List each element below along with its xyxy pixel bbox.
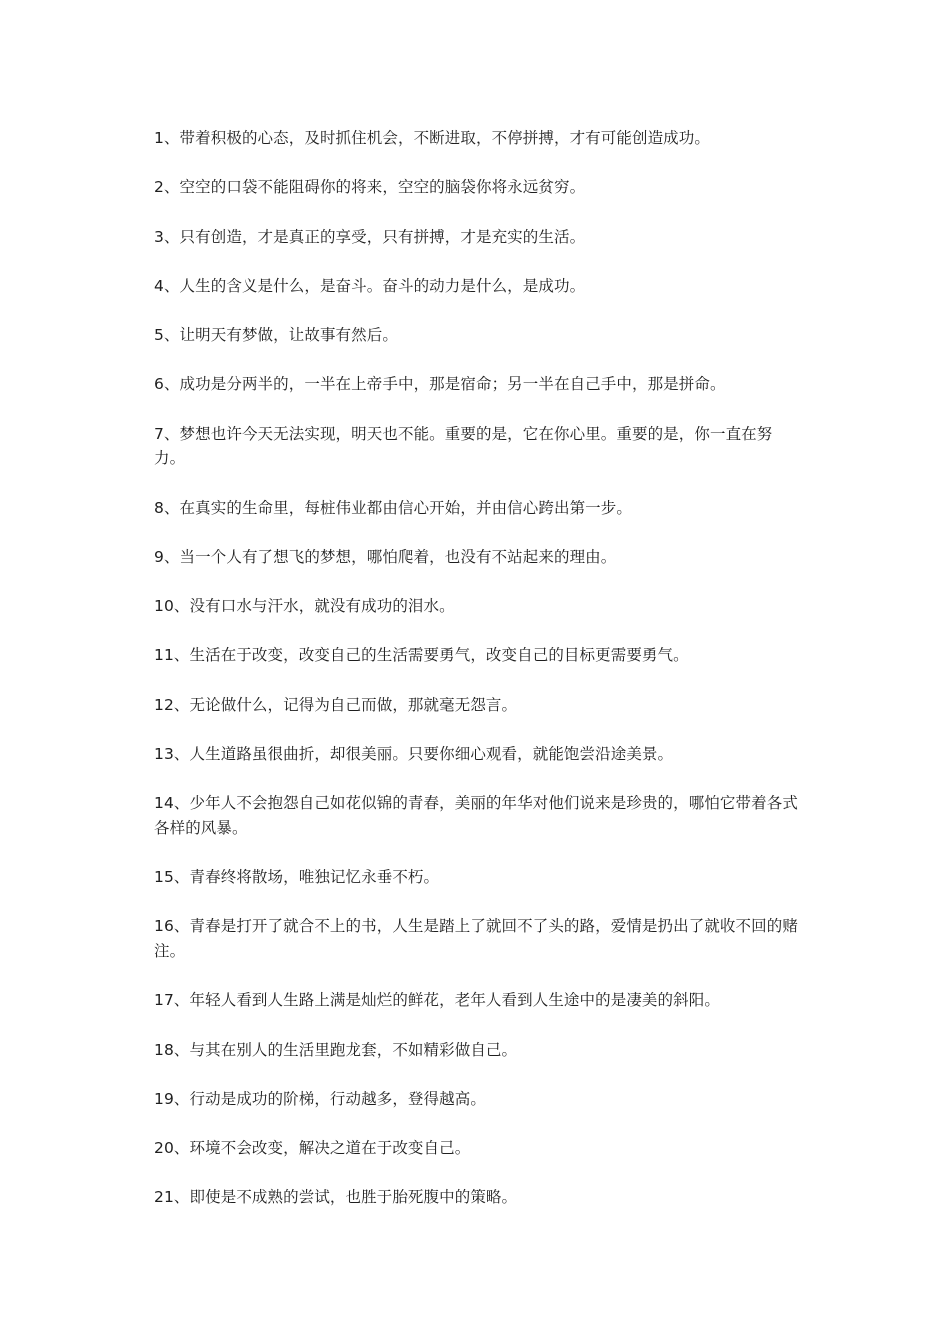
quote-item: 7、梦想也许今天无法实现，明天也不能。重要的是，它在你心里。重要的是，你一直在努力。: [154, 424, 773, 468]
quote-item: 13、人生道路虽很曲折，却很美丽。只要你细心观看，就能饱尝沿途美景。: [154, 745, 674, 764]
quote-item: 19、行动是成功的阶梯，行动越多，登得越高。: [154, 1089, 486, 1108]
quote-item: 17、年轻人看到人生路上满是灿烂的鲜花，老年人看到人生途中的是凄美的斜阳。: [154, 991, 720, 1010]
quote-item: 3、只有创造，才是真正的享受，只有拼搏，才是充实的生活。: [154, 227, 586, 246]
quote-item: 20、环境不会改变，解决之道在于改变自己。: [154, 1139, 471, 1158]
quote-item: 10、没有口水与汗水，就没有成功的泪水。: [154, 597, 455, 616]
quote-item: 21、即使是不成熟的尝试，也胜于胎死腹中的策略。: [154, 1188, 518, 1207]
quote-item: 11、生活在于改变，改变自己的生活需要勇气，改变自己的目标更需要勇气。: [154, 646, 689, 665]
quote-item: 6、成功是分两半的，一半在上帝手中，那是宿命；另一半在自己手中，那是拼命。: [154, 375, 726, 394]
quote-item: 12、无论做什么，记得为自己而做，那就毫无怨言。: [154, 695, 518, 714]
quote-list: [154, 126, 799, 1235]
quote-item: 4、人生的含义是什么，是奋斗。奋斗的动力是什么，是成功。: [154, 276, 586, 295]
quote-item: 15、青春终将散场，唯独记忆永垂不朽。: [154, 868, 440, 887]
quote-item: 2、空空的口袋不能阻碍你的将来，空空的脑袋你将永远贫穷。: [154, 178, 586, 197]
quote-item: 18、与其在别人的生活里跑龙套，不如精彩做自己。: [154, 1040, 518, 1059]
quote-item: 9、当一个人有了想飞的梦想，哪怕爬着，也没有不站起来的理由。: [154, 547, 617, 566]
quote-item: 5、让明天有梦做，让故事有然后。: [154, 326, 398, 345]
quote-item: 8、在真实的生命里，每桩伟业都由信心开始，并由信心跨出第一步。: [154, 498, 632, 517]
quote-item: 1、带着积极的心态，及时抓住机会，不断进取，不停拼搏，才有可能创造成功。: [154, 129, 710, 147]
quote-item: 14、少年人不会抱怨自己如花似锦的青春，美丽的年华对他们说来是珍贵的，哪怕它带着各式各样的风暴。: [154, 794, 798, 837]
quote-item: 16、青春是打开了就合不上的书，人生是踏上了就回不了头的路，爱情是扔出了就收不回的赌注。: [154, 917, 798, 960]
